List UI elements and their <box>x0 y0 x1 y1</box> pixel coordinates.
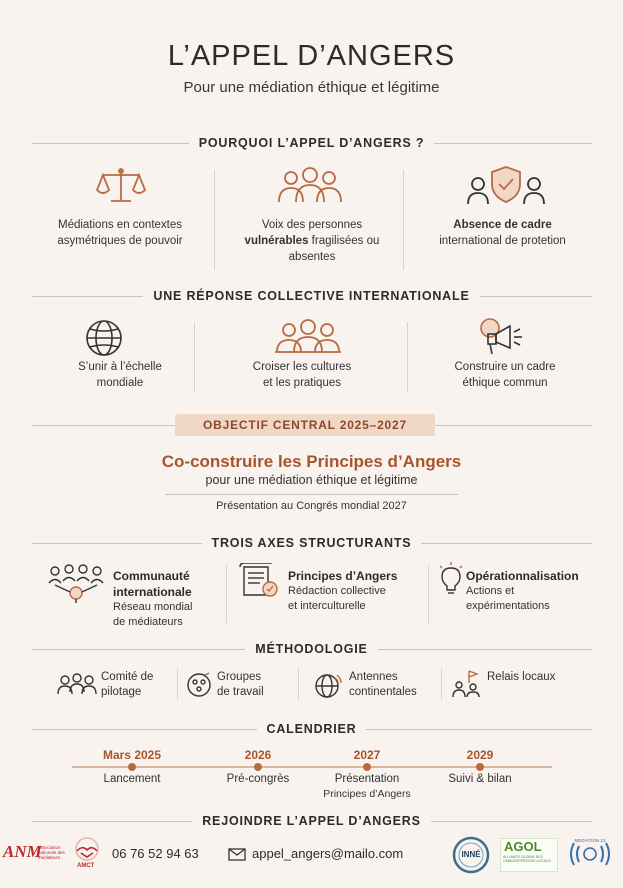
section-heading-join: REJOINDRE L’APPEL D’ANGERS <box>0 814 623 828</box>
network-people-icon <box>45 563 107 605</box>
local-relay-icon <box>451 669 483 699</box>
document-seal-icon <box>238 563 282 601</box>
timeline-label: Suivi & bilan <box>448 773 512 785</box>
column-divider <box>194 322 195 392</box>
timeline-label: Lancement <box>103 773 161 785</box>
page-title: L’APPEL D’ANGERS <box>167 40 456 72</box>
timeline-dot <box>363 763 371 771</box>
method-item-3: Antennes continentales <box>349 671 417 698</box>
phone-number[interactable]: 06 76 52 94 63 <box>112 846 199 861</box>
mail-icon <box>228 848 246 861</box>
column-divider <box>407 322 408 392</box>
timeline-dot <box>476 763 484 771</box>
timeline-year: 2026 <box>244 748 272 762</box>
antenna-globe-icon <box>311 671 345 699</box>
objective-presentation: Présentation au Congrés mondial 2027 <box>216 500 407 512</box>
people-group-icon <box>273 318 343 358</box>
timeline-year: Mars 2025 <box>102 748 162 762</box>
method-item-1: Comité de pilotage <box>101 671 154 698</box>
balance-scale-icon <box>95 166 147 206</box>
why-item-2: Voix des personnes vulnérables fragilisées ou absentes <box>244 219 380 263</box>
timeline-dot <box>254 763 262 771</box>
timeline-year: 2027 <box>353 748 381 762</box>
workgroup-icon <box>185 671 213 699</box>
column-divider <box>403 170 404 270</box>
divider <box>165 494 458 495</box>
column-divider <box>441 668 442 700</box>
response-item-3: Construire un cadre éthique commun <box>454 361 556 389</box>
anm-logo-subtitle: association nationale des médiateurs <box>38 845 65 860</box>
section-heading-calendar: CALENDRIER <box>0 722 623 736</box>
page-subtitle: Pour une médiation éthique et légitime <box>183 79 440 96</box>
anm-logo: ANM <box>3 842 42 861</box>
axis-item-3: Opérationnalisation Actions et expérimentations <box>466 569 579 612</box>
response-item-1: S’unir à l’échelle mondiale <box>78 361 162 389</box>
section-heading-why: POURQUOI L’APPEL D’ANGERS ? <box>0 136 623 150</box>
timeline-year: 2029 <box>466 748 494 762</box>
response-item-2: Croiser les cultures et les pratiques <box>252 361 352 389</box>
column-divider <box>428 565 429 623</box>
timeline-label: Présentation <box>334 773 400 785</box>
axis-item-1: Communauté internationale Réseau mondial de médiateurs <box>113 569 193 628</box>
people-group-icon <box>275 166 345 206</box>
timeline-sublabel: Principes d’Angers <box>323 788 411 800</box>
method-item-2: Groupes de travail <box>217 671 264 698</box>
globe-icon <box>82 318 126 358</box>
column-divider <box>298 668 299 700</box>
column-divider <box>177 668 178 700</box>
method-item-4: Relais locaux <box>487 671 556 683</box>
email-link[interactable]: appel_angers@mailo.com <box>252 846 404 861</box>
committee-icon <box>55 672 99 698</box>
inne-logo-text: INNÉ <box>461 850 481 859</box>
why-item-1: Médiations en contextes asymétriques de pouvoir <box>57 219 183 247</box>
objective-title: Co-construire les Principes d’Angers <box>161 452 462 471</box>
why-item-3: Absence de cadre international de protetion <box>439 219 566 247</box>
lightbulb-icon <box>438 562 464 596</box>
megaphone-icon <box>478 316 528 358</box>
section-heading-method: MÉTHODOLOGIE <box>0 642 623 656</box>
section-heading-axes: TROIS AXES STRUCTURANTS <box>0 536 623 550</box>
agol-logo: AGOL ALLIANCE GLOBAL DES OMBUDSPERSONS LOCAUX <box>500 838 558 872</box>
amct-logo-text: AMCT <box>77 863 95 869</box>
shield-people-icon <box>466 164 546 206</box>
timeline-dot <box>128 763 136 771</box>
amct-logo <box>72 836 102 862</box>
objective-subtitle: pour une médiation éthique et légitime <box>205 473 418 487</box>
column-divider <box>226 565 227 623</box>
section-heading-response: UNE RÉPONSE COLLECTIVE INTERNATIONALE <box>0 289 623 303</box>
timeline-label: Pré-congrès <box>226 773 290 785</box>
objective-banner: OBJECTIF CENTRAL 2025–2027 <box>175 414 435 436</box>
mediation21-logo-text: MEDIATION 21 <box>574 838 606 843</box>
axis-item-2: Principes d’Angers Rédaction collective et interculturelle <box>288 569 398 612</box>
column-divider <box>214 170 215 270</box>
